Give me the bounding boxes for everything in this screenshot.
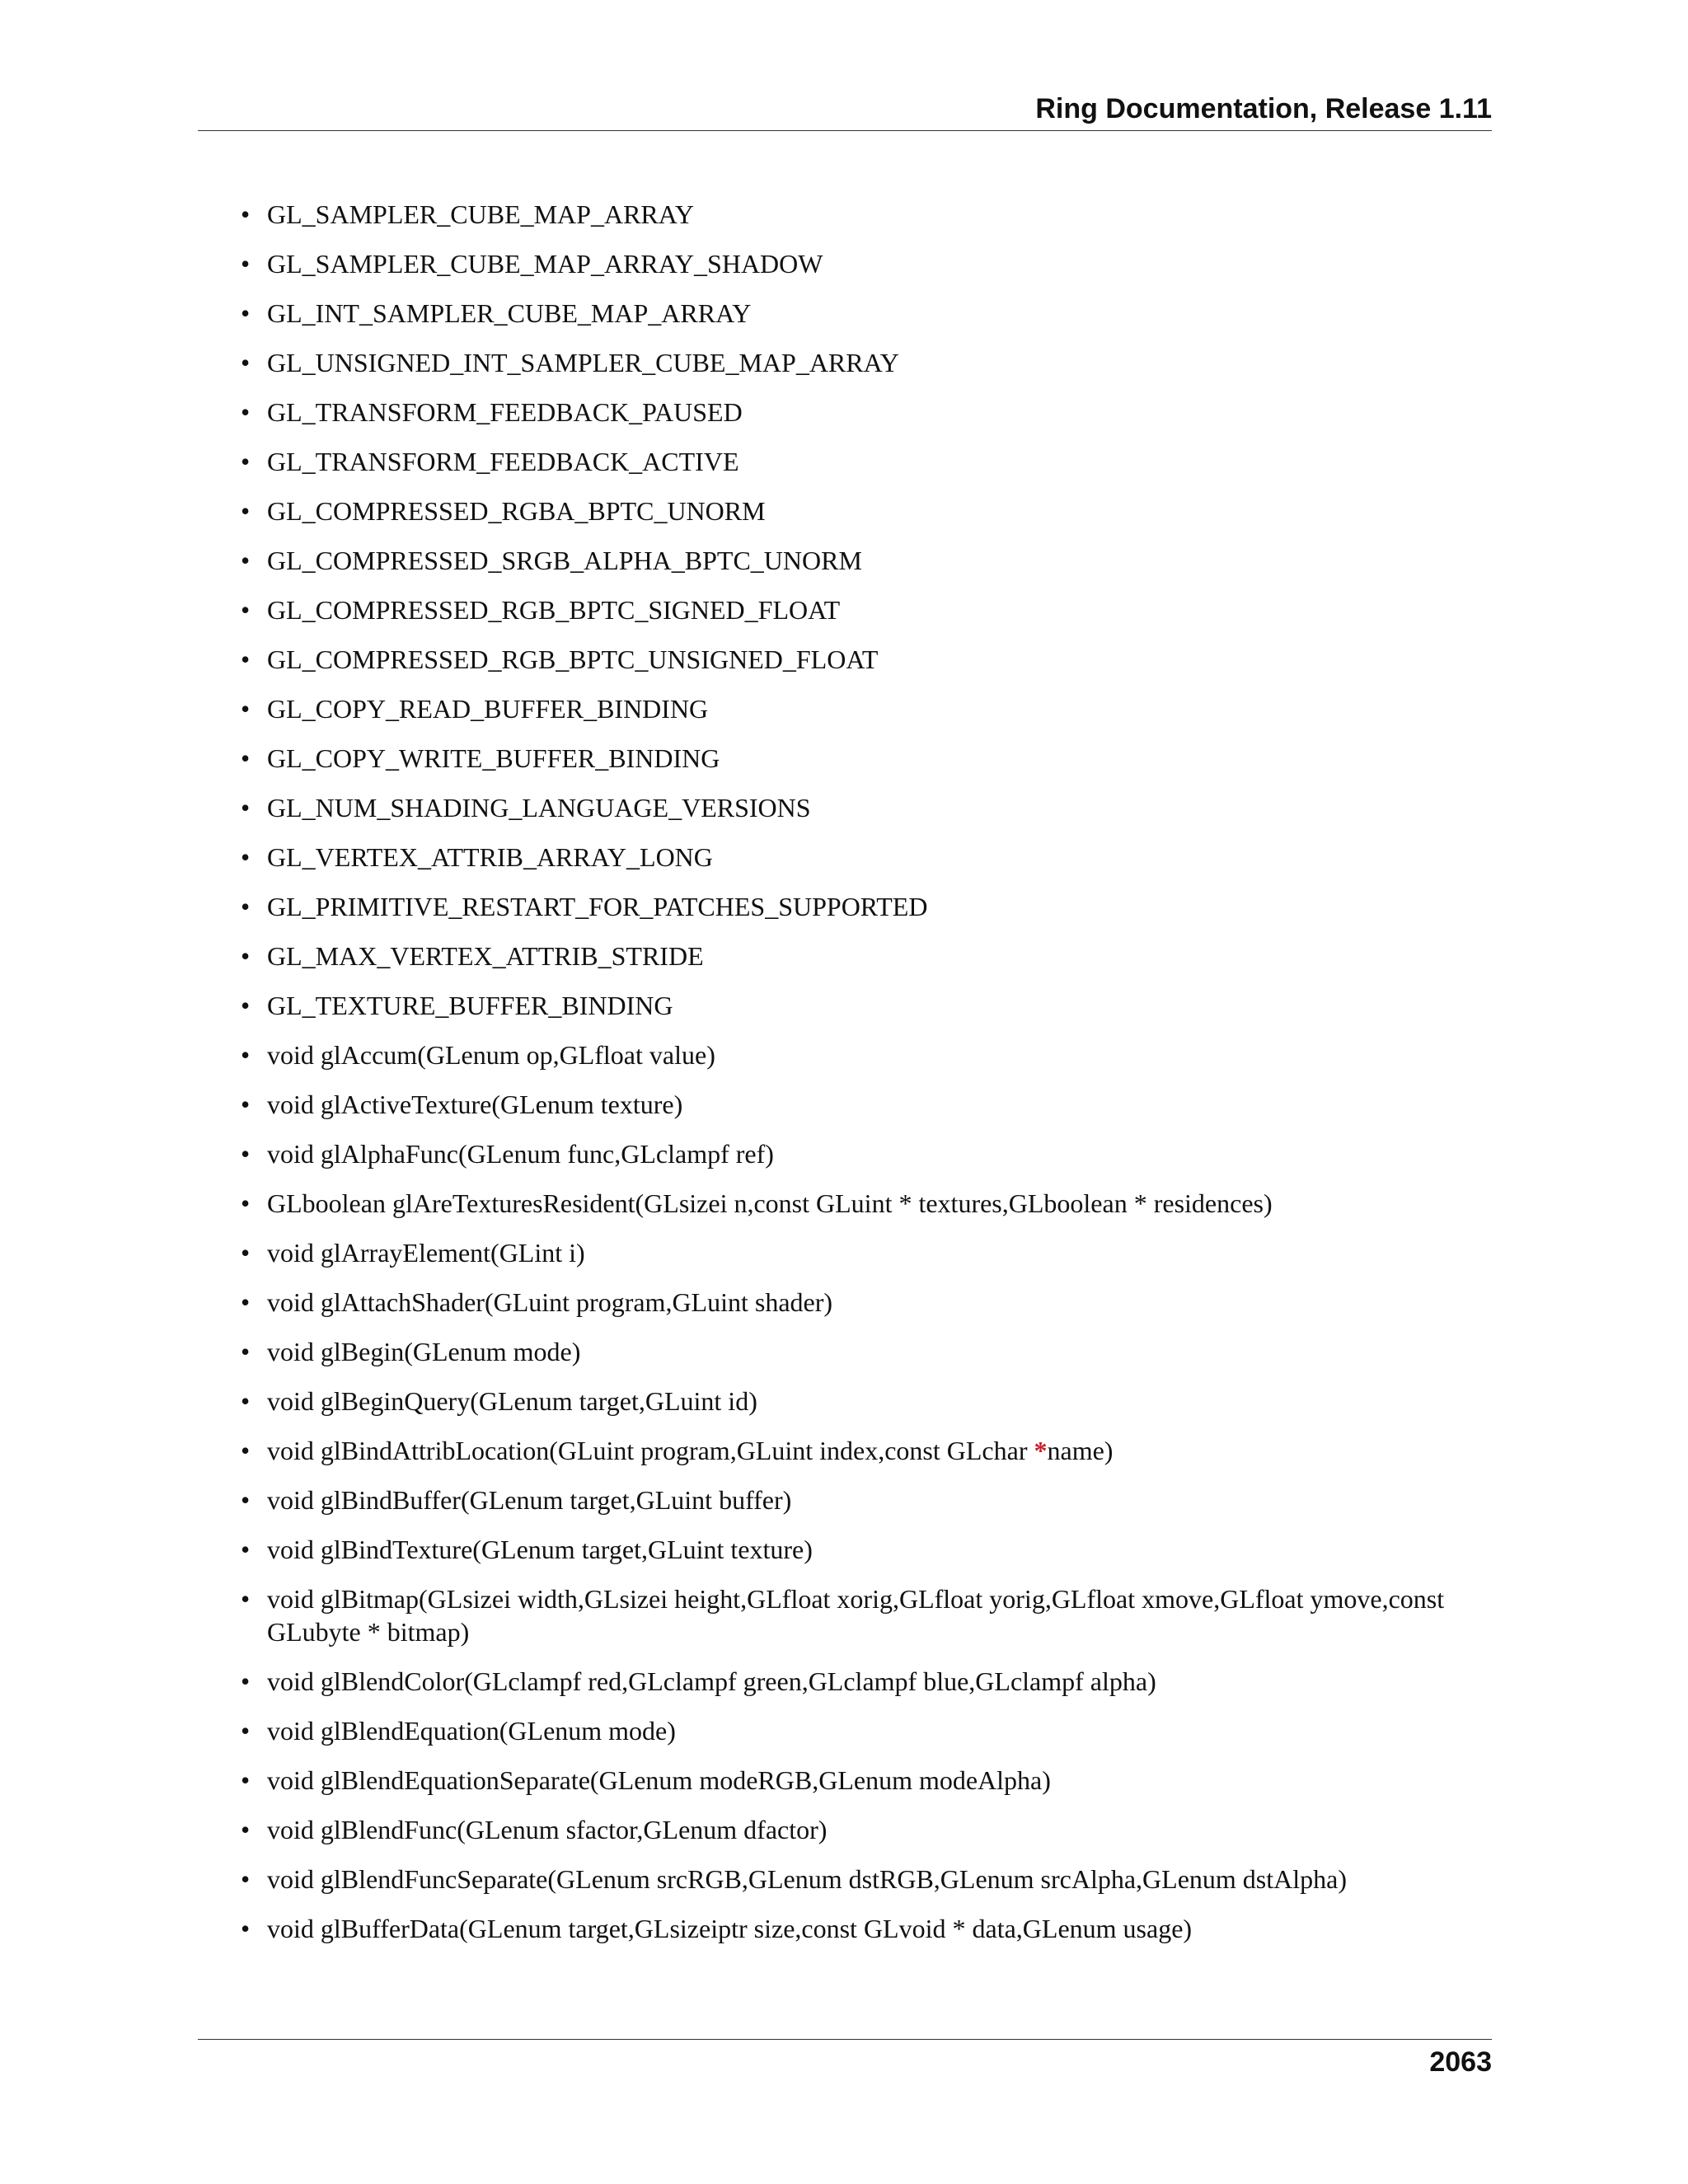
list-item-text: GL_INT_SAMPLER_CUBE_MAP_ARRAY	[267, 298, 752, 328]
bullet-marker: •	[241, 842, 251, 872]
list-item	[241, 1483, 1500, 1516]
bullet-marker: •	[241, 1436, 251, 1465]
list-item	[241, 841, 1500, 874]
bullet-marker: •	[241, 1238, 251, 1268]
bullet-marker: •	[241, 1914, 251, 1943]
list-item	[241, 1137, 1500, 1170]
bullet-marker: •	[241, 1584, 251, 1614]
list-item	[241, 593, 1500, 626]
list-item-text: GL_COPY_WRITE_BUFFER_BINDING	[267, 743, 720, 773]
list-item-text: void glBlendEquation(GLenum mode)	[267, 1716, 676, 1746]
list-item-text: void glArrayElement(GLint i)	[267, 1238, 585, 1268]
list-item-text: GL_TRANSFORM_FEEDBACK_PAUSED	[267, 397, 743, 427]
list-item	[241, 198, 1500, 231]
list-item-text: void glAccum(GLenum op,GLfloat value)	[267, 1040, 715, 1070]
list-item-text: void glBufferData(GLenum target,GLsizeiptr size,const GLvoid * data,GLenum usage)	[267, 1914, 1193, 1943]
list-item	[241, 940, 1500, 972]
bullet-marker: •	[241, 743, 251, 773]
list-item	[241, 1236, 1500, 1269]
bullet-marker: •	[241, 1386, 251, 1416]
bullet-marker: •	[241, 595, 251, 625]
list-item-text: GL_TRANSFORM_FEEDBACK_ACTIVE	[267, 447, 739, 476]
list-item	[241, 544, 1500, 577]
list-item	[241, 346, 1500, 379]
bullet-marker: •	[241, 1815, 251, 1844]
list-item	[241, 791, 1500, 824]
bullet-marker: •	[241, 1666, 251, 1696]
list-item	[241, 890, 1500, 923]
list-item-text: GL_COMPRESSED_RGB_BPTC_UNSIGNED_FLOAT	[267, 644, 879, 674]
list-item-text: GL_PRIMITIVE_RESTART_FOR_PATCHES_SUPPORTED	[267, 892, 928, 921]
bullet-marker: •	[241, 546, 251, 575]
pointer-asterisk: *	[1034, 1436, 1048, 1465]
bullet-marker: •	[241, 298, 251, 328]
list-item-text: GL_SAMPLER_CUBE_MAP_ARRAY	[267, 199, 695, 229]
list-item-text: GL_COMPRESSED_RGB_BPTC_SIGNED_FLOAT	[267, 595, 841, 625]
bullet-marker: •	[241, 793, 251, 823]
bullet-marker: •	[241, 1139, 251, 1169]
list-item	[241, 692, 1500, 725]
list-item-text: void glAlphaFunc(GLenum func,GLclampf ref)	[267, 1139, 774, 1169]
bullet-marker: •	[241, 199, 251, 229]
list-item	[241, 297, 1500, 330]
bullet-marker: •	[241, 892, 251, 921]
list-item-text: void glBlendFunc(GLenum sfactor,GLenum dfactor)	[267, 1815, 828, 1844]
list-item-text: GL_MAX_VERTEX_ATTRIB_STRIDE	[267, 941, 704, 971]
header-divider	[198, 130, 1492, 131]
list-item	[241, 1764, 1500, 1797]
list-item	[241, 1813, 1500, 1846]
bullet-marker: •	[241, 1040, 251, 1070]
list-item-text: GL_COPY_READ_BUFFER_BINDING	[267, 694, 709, 724]
page-number: 2063	[1429, 2046, 1492, 2078]
footer-divider	[198, 2039, 1492, 2040]
list-item-text: void glBlendColor(GLclampf red,GLclampf green,GLclampf blue,GLclampf alpha)	[267, 1666, 1156, 1696]
list-item	[241, 1038, 1500, 1071]
list-item-text: void glBegin(GLenum mode)	[267, 1337, 581, 1366]
list-item-text: GL_COMPRESSED_RGBA_BPTC_UNORM	[267, 496, 766, 526]
bullet-marker: •	[241, 348, 251, 377]
list-item	[241, 1434, 1500, 1467]
list-item-text: void glBlendEquationSeparate(GLenum modeRGB,GLenum modeAlpha)	[267, 1765, 1051, 1795]
list-item-text: void glBindBuffer(GLenum target,GLuint buffer)	[267, 1485, 792, 1515]
list-item	[241, 1088, 1500, 1121]
bullet-marker: •	[241, 941, 251, 971]
bullet-marker: •	[241, 249, 251, 279]
list-item-text: void glAttachShader(GLuint program,GLuint shader)	[267, 1287, 833, 1317]
list-item	[241, 643, 1500, 676]
list-item	[241, 396, 1500, 429]
list-item-text: void glBeginQuery(GLenum target,GLuint id)	[267, 1386, 757, 1416]
list-item	[241, 1385, 1500, 1418]
list-item-text: GL_SAMPLER_CUBE_MAP_ARRAY_SHADOW	[267, 249, 823, 279]
bullet-marker: •	[241, 1337, 251, 1366]
list-item	[241, 1286, 1500, 1319]
bullet-marker: •	[241, 496, 251, 526]
list-item	[241, 1863, 1500, 1896]
bullet-marker: •	[241, 644, 251, 674]
bullet-marker: •	[241, 1485, 251, 1515]
list-item-text-part: name)	[1047, 1436, 1114, 1465]
list-item-text: GLboolean glAreTexturesResident(GLsizei n,const GLuint * textures,GLboolean * residences)	[267, 1188, 1273, 1218]
bullet-marker: •	[241, 1765, 251, 1795]
bullet-marker: •	[241, 1864, 251, 1894]
list-item	[241, 742, 1500, 775]
page-header-title: Ring Documentation, Release 1.11	[1035, 93, 1492, 124]
list-item-text: GL_TEXTURE_BUFFER_BINDING	[267, 991, 673, 1020]
bullet-marker: •	[241, 397, 251, 427]
list-item-text: GL_NUM_SHADING_LANGUAGE_VERSIONS	[267, 793, 811, 823]
list-item-text: void glBindTexture(GLenum target,GLuint texture)	[267, 1535, 813, 1564]
list-item-text: void glBlendFuncSeparate(GLenum srcRGB,GLenum dstRGB,GLenum srcAlpha,GLenum dstAlpha)	[267, 1864, 1347, 1894]
list-item	[241, 1912, 1500, 1945]
list-item	[241, 247, 1500, 280]
list-item-text-part: void glBindAttribLocation(GLuint program,GLuint index,const GLchar	[267, 1436, 1034, 1465]
list-item-text: GL_VERTEX_ATTRIB_ARRAY_LONG	[267, 842, 713, 872]
bullet-marker: •	[241, 1535, 251, 1564]
api-constant-list	[241, 198, 1500, 1961]
bullet-marker: •	[241, 991, 251, 1020]
list-item-text: GL_UNSIGNED_INT_SAMPLER_CUBE_MAP_ARRAY	[267, 348, 899, 377]
list-item	[241, 1533, 1500, 1566]
list-item	[241, 1335, 1500, 1368]
list-item-text: void glActiveTexture(GLenum texture)	[267, 1090, 683, 1119]
bullet-marker: •	[241, 1287, 251, 1317]
bullet-marker: •	[241, 447, 251, 476]
bullet-marker: •	[241, 1716, 251, 1746]
bullet-marker: •	[241, 1188, 251, 1218]
bullet-marker: •	[241, 1090, 251, 1119]
list-item	[241, 1582, 1500, 1648]
list-item	[241, 494, 1500, 527]
list-item	[241, 989, 1500, 1022]
list-item	[241, 445, 1500, 478]
list-item	[241, 1187, 1500, 1220]
list-item-text: GL_COMPRESSED_SRGB_ALPHA_BPTC_UNORM	[267, 546, 862, 575]
list-item	[241, 1665, 1500, 1698]
list-item-text	[267, 1436, 1113, 1465]
list-item	[241, 1714, 1500, 1747]
list-item-text: void glBitmap(GLsizei width,GLsizei height,GLfloat xorig,GLfloat yorig,GLfloat xmove,GLfloat ymove,const GLubyte * bitmap)	[267, 1584, 1445, 1647]
bullet-marker: •	[241, 694, 251, 724]
